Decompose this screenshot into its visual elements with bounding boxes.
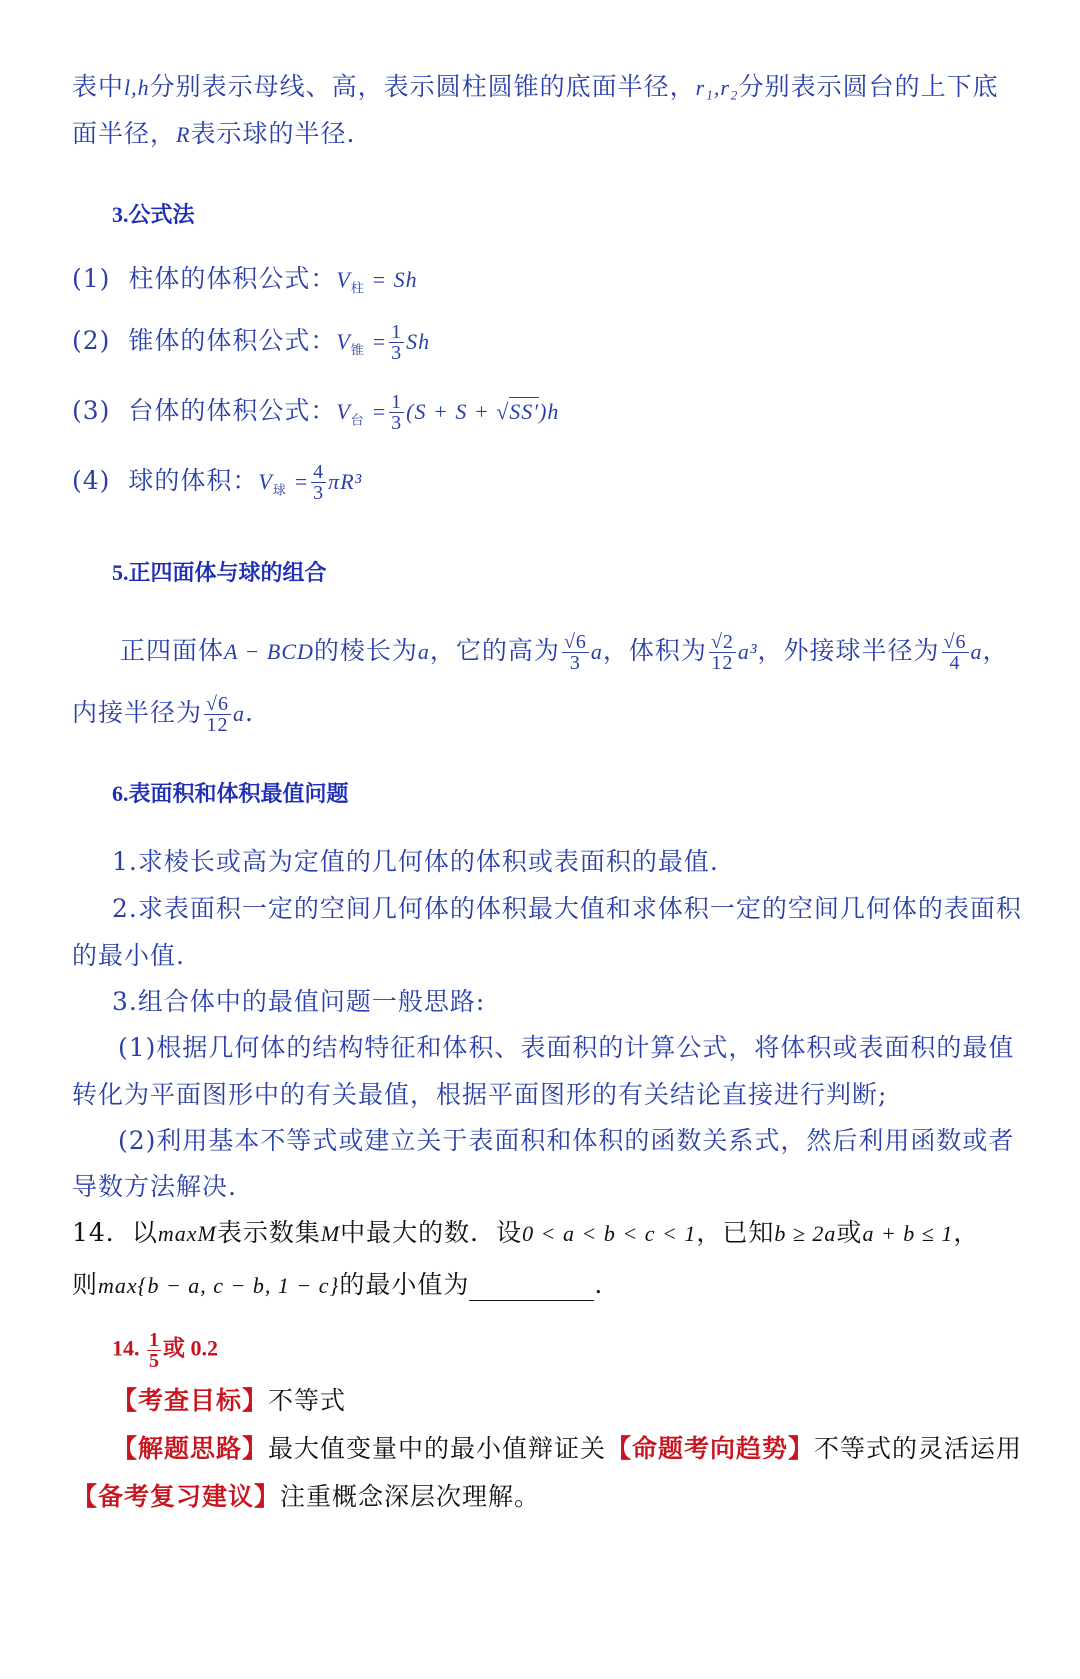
answer-thinking-line: 【解题思路】最大值变量中的最小值辩证关【命题考向趋势】不等式的灵活运用 xyxy=(112,1434,1023,1463)
section-6-title: 6.表面积和体积最值问题 xyxy=(112,781,349,806)
s6-line-4: (1)根据几何体的结构特征和体积、表面积的计算公式，将体积或表面积的最值 xyxy=(118,1033,1015,1062)
tetra-line-1: 正四面体A − BCD的棱长为a，它的高为 $\frac{√6}{3}$ a，体积为 $\frac{√2}{12}$ a³，外接球半径为 $\frac{√6}{4}$ a， xyxy=(120,631,1009,674)
s6-line-5: (2)利用基本不等式或建立关于表面积和体积的函数关系式，然后利用函数或者 xyxy=(118,1126,1015,1155)
formula-item-4: (4) 球的体积：$V_球$ = $\frac{4}{3}$ πR³ xyxy=(72,461,363,504)
section-5-title: 5.正四面体与球的组合 xyxy=(112,560,327,585)
intro-line-1: 表中l,h分别表示母线、高，表示圆柱圆锥的底面半径，r₁,r₂分别表示圆台的上下底 xyxy=(72,72,999,101)
formula-item-1: (1) 柱体的体积公式：$V_柱 = Sh$ xyxy=(72,264,418,296)
answer-blank xyxy=(469,1278,594,1301)
answer-goal-line: 【考查目标】不等式 xyxy=(112,1386,347,1415)
problem-14-line-2: 则max{b − a, c − b, 1 − c}的最小值为 . xyxy=(72,1270,604,1299)
formula-item-3: (3) 台体的体积公式：$V_台$ = $\frac{1}{3}$ (S + S + √SS′)h xyxy=(72,391,560,434)
answer-14: 14. $\frac{1}{5}$ 或 0.2 xyxy=(112,1329,219,1372)
section-3-title: 3.公式法 xyxy=(112,202,195,227)
s6-line-4b: 转化为平面图形中的有关最值，根据平面图形的有关结论直接进行判断; xyxy=(72,1080,888,1109)
s6-line-2b: 的最小值. xyxy=(72,941,185,970)
problem-14-line-1: 14．以maxM表示数集M中最大的数．设0 < a < b < c < 1，已知b ≥ 2a或a + b ≤ 1， xyxy=(72,1218,980,1247)
intro-line-2: 面半径，R表示球的半径. xyxy=(72,119,356,148)
answer-advice-line: 【备考复习建议】注重概念深层次理解。 xyxy=(72,1482,541,1511)
s6-line-3: 3.组合体中的最值问题一般思路: xyxy=(112,987,486,1016)
s6-line-2: 2.求表面积一定的空间几何体的体积最大值和求体积一定的空间几何体的表面积 xyxy=(112,894,1022,923)
s6-line-1: 1.求棱长或高为定值的几何体的体积或表面积的最值. xyxy=(112,847,719,876)
formula-item-2: (2) 锥体的体积公式：$V_锥$ = $\frac{1}{3}$ Sh xyxy=(72,321,431,364)
tetra-line-2: 内接半径为 $\frac{√6}{12}$ a. xyxy=(72,693,254,736)
s6-line-5b: 导数方法解决. xyxy=(72,1172,237,1201)
